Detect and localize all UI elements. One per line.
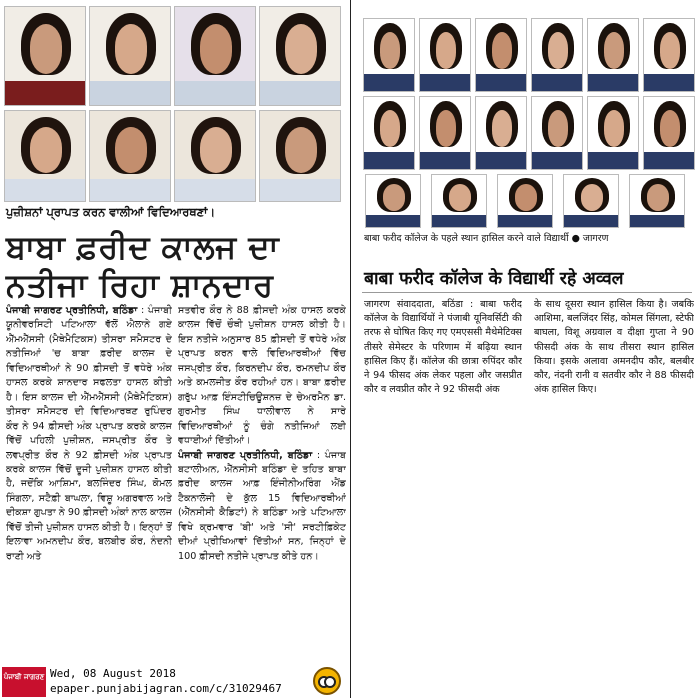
student-portrait [363,18,415,92]
headline-punjabi [6,228,346,304]
headline-line-1: ਬਾਬਾ ਫ਼ਰੀਦ ਕਾਲਜ ਦਾ [6,228,280,266]
student-portrait [259,6,341,106]
student-portrait [563,174,619,228]
newspaper-logo: ਪੰਜਾਬੀ ਜਾਗਰਣ [2,667,46,697]
epaper-footer [2,665,345,698]
photo-caption-right: बाबा फरीद कॉलेज के पहले स्थान हासिल करने वाले विद्यार्थी ● जागरण [364,233,609,244]
student-portrait [4,6,86,106]
article-column-1 [6,304,172,666]
hindi-column-2: के साथ दूसरा स्थान हासिल किया है। जबकि आशिमा, बलजिंदर सिंह, कोमल सिंगला, स्टेफी बाघला, विशू अग्रवाल व दीक्षा गुप्ता ने 90 फीसदी अंक के साथ तीसरा स्थान हासिल किया। इसके अलावा अमनदीप कौर, बलबीर कौर, नंदनी रानी व सतवीर कौर ने 88 फीसदी अंक हासिल किए। [534,299,694,396]
student-portrait [475,96,527,170]
student-portrait [174,110,256,202]
student-portrait [365,174,421,228]
student-portrait [4,110,86,202]
student-portrait [89,6,171,106]
publication-date: Wed, 08 August 2018 [50,667,176,680]
student-portrait [629,174,685,228]
student-portrait [89,110,171,202]
student-portrait [363,96,415,170]
column-divider [350,0,351,698]
footer-text [50,666,282,696]
headline-line-2: ਨਤੀਜਾ ਰਿਹਾ ਸ਼ਾਨਦਾਰ [6,266,274,304]
student-portrait [587,96,639,170]
student-portrait [643,96,695,170]
dateline: ਪੰਜਾਬੀ ਜਾਗਰਣ ਪ੍ਰਤੀਨਿਧੀ, ਬਠਿੰਡਾ [6,305,138,316]
student-portrait [259,110,341,202]
student-portrait [497,174,553,228]
owl-mascot-icon [313,667,341,695]
article-body: : ਪੰਜਾਬ ਬਟਾਲੀਅਨ, ਐੱਨਸੀਸੀ ਬਠਿੰਡਾ ਦੇ ਤਹਿਤ ਬਾਬਾ ਫ਼ਰੀਦ ਕਾਲਜ ਆਫ਼ ਇੰਜੀਨੀਅਰਿੰਗ ਐਂਡ ਟੈਕਨਾਲੋਜੀ ਦੇ ਕੁੱਲ 15 ਵਿਦਿਆਰਥੀਆਂ (ਐੱਨਸੀਸੀ ਕੈਡਿਟਾਂ) ਨੇ ਬਠਿੰਡਾ ਅਤੇ ਪਟਿਆਲਾ ਵਿਖੇ ਕ੍ਰਮਵਾਰ 'ਬੀ' ਅਤੇ 'ਸੀ' ਸਰਟੀਫ਼ਿਕੇਟ ਦੀਆਂ ਪ੍ਰੀਖਿਆਵਾਂ ਦਿੱਤੀਆਂ ਸਨ, ਜਿਨ੍ਹਾਂ ਦੇ 100 ਫ਼ੀਸਦੀ ਨਤੀਜੇ ਪ੍ਰਾਪਤ ਕੀਤੇ ਹਨ। [178,449,346,562]
photo-caption: ਪੁਜ਼ੀਸ਼ਨਾਂ ਪ੍ਰਾਪਤ ਕਰਨ ਵਾਲੀਆਂ ਵਿਦਿਆਰਥਣਾਂ। [6,205,216,219]
student-photo-grid [4,6,344,202]
student-portrait [475,18,527,92]
hindi-column-1: जागरण संवाददाता, बठिंडा : बाबा फरीद कॉलेज के विद्यार्थियों ने पंजाबी यूनिवर्सिटी की तरफ से घोषित किए गए एमएससी मैथेमेटिक्स तीसरे सेमेस्टर के परिणाम में बढ़िया स्थान हासिल किए हैं। कॉलेज की छात्रा रुपिंदर कौर ने 94 फीसद अंक लेकर पहला और जसप्रीत कौर व लवप्रीत कौर ने 92 फीसदी अंक [364,299,522,396]
student-portrait [587,18,639,92]
student-portrait [174,6,256,106]
student-portrait [419,96,471,170]
article-body: : ਪੰਜਾਬੀ ਯੂਨੀਵਰਸਿਟੀ ਪਟਿਆਲਾ ਵੱਲੋਂ ਐਲਾਨੇ ਗਏ ਐੱਮਐੱਸਸੀ (ਮੈਥੇਮੈਟਿਕਸ) ਤੀਸਰਾ ਸਮੈਸਟਰ ਦੇ ਨਤੀਜਿਆਂ 'ਚ ਬਾਬਾ ਫ਼ਰੀਦ ਕਾਲਜ ਦੇ ਵਿਦਿਆਰਥੀਆਂ ਨੇ 90 ਫ਼ੀਸਦੀ ਤੋਂ ਵਧੇਰੇ ਅੰਕ ਹਾਸਲ ਕਰਕੇ ਸ਼ਾਨਦਾਰ ਸਫਲਤਾ ਹਾਸਲ ਕੀਤੀ ਹੈ। ਇਸ ਕਾਲਜ ਦੀ ਐੱਮਐੱਸਸੀ (ਮੈਥੇਮੈਟਿਕਸ) ਤੀਸਰਾ ਸਮੈਸਟਰ ਦੀ ਵਿਦਿਆਰਥਣ ਰੁਪਿੰਦਰ ਕੌਰ ਨੇ 94 ਫ਼ੀਸਦੀ ਅੰਕ ਪ੍ਰਾਪਤ ਕਰਕੇ ਕਾਲਜ ਵਿੱਚੋਂ ਪਹਿਲੀ ਪੁਜ਼ੀਸ਼ਨ, ਜਸਪ੍ਰੀਤ ਕੌਰ ਤੇ ਲਵਪ੍ਰੀਤ ਕੌਰ ਨੇ 92 ਫ਼ੀਸਦੀ ਅੰਕ ਪ੍ਰਾਪਤ ਕਰਕੇ ਕਾਲਜ ਵਿੱਚੋਂ ਦੂਜੀ ਪੁਜ਼ੀਸ਼ਨ ਹਾਸਲ ਕੀਤੀ ਹੈ, ਜਦੋਂਕਿ ਆਸ਼ਿਮਾ, ਬਲਜਿੰਦਰ ਸਿੰਘ, ਕੋਮਲ ਸਿੰਗਲਾ, ਸਟੈਫ਼ੀ ਬਾਘਲਾ, ਵਿਸ਼ੂ ਅਗਰਵਾਲ ਅਤੇ ਦੀਕਸ਼ਾ ਗੁਪਤਾ ਨੇ 90 ਫ਼ੀਸਦੀ ਅੰਕਾਂ ਨਾਲ ਕਾਲਜ ਵਿੱਚੋਂ ਤੀਜੀ ਪੁਜ਼ੀਸ਼ਨ ਹਾਸਲ ਕੀਤੀ ਹੈ। ਇਨ੍ਹਾਂ ਤੋਂ ਇਲਾਵਾ ਅਮਨਦੀਪ ਕੌਰ, ਬਲਬੀਰ ਕੌਰ, ਨੰਦਨੀ ਰਾਣੀ ਅਤੇ [6,305,172,562]
student-portrait [643,18,695,92]
student-portrait [531,18,583,92]
student-photo-grid-right [361,18,694,228]
epaper-link[interactable]: epaper.punjabijagran.com/c/31029467 [50,682,282,695]
dateline: ਪੰਜਾਬੀ ਜਾਗਰਣ ਪ੍ਰਤੀਨਿਧੀ, ਬਠਿੰਡਾ [178,449,313,461]
student-portrait [531,96,583,170]
article-body: ਸਤਵੀਰ ਕੌਰ ਨੇ 88 ਫ਼ੀਸਦੀ ਅੰਕ ਹਾਸਲ ਕਰਕੇ ਕਾਲਜ ਵਿੱਚੋਂ ਚੌਥੀ ਪੁਜ਼ੀਸ਼ਨ ਹਾਸਲ ਕੀਤੀ ਹੈ। ਇਸ ਨਤੀਜੇ ਅਨੁਸਾਰ 85 ਫ਼ੀਸਦੀ ਤੋਂ ਵਧੇਰੇ ਅੰਕ ਪ੍ਰਾਪਤ ਕਰਨ ਵਾਲੇ ਵਿਦਿਆਰਥੀਆਂ ਵਿੱਚ ਜਸਪ੍ਰੀਤ ਕੌਰ, ਕਿਰਨਦੀਪ ਕੌਰ, ਰਮਨਦੀਪ ਕੌਰ ਅਤੇ ਕਮਲਜੀਤ ਕੌਰ ਰਹੀਆਂ ਹਨ। ਬਾਬਾ ਫ਼ਰੀਦ ਗਰੁੱਪ ਆਫ਼ ਇੰਸਟੀਚਿਊਸ਼ਨਜ਼ ਦੇ ਚੇਅਰਮੈਨ ਡਾ. ਗੁਰਮੀਤ ਸਿੰਘ ਧਾਲੀਵਾਲ ਨੇ ਸਾਰੇ ਵਿਦਿਆਰਥੀਆਂ ਨੂੰ ਚੰਗੇ ਨਤੀਜਿਆਂ ਲਈ ਵਧਾਈਆਂ ਦਿੱਤੀਆਂ। [178,305,346,447]
article-column-2 [178,304,346,666]
student-portrait [431,174,487,228]
headline-rule [362,292,692,293]
student-portrait [419,18,471,92]
headline-hindi: बाबा फरीद कॉलेज के विद्यार्थी रहे अव्वल [364,269,624,289]
